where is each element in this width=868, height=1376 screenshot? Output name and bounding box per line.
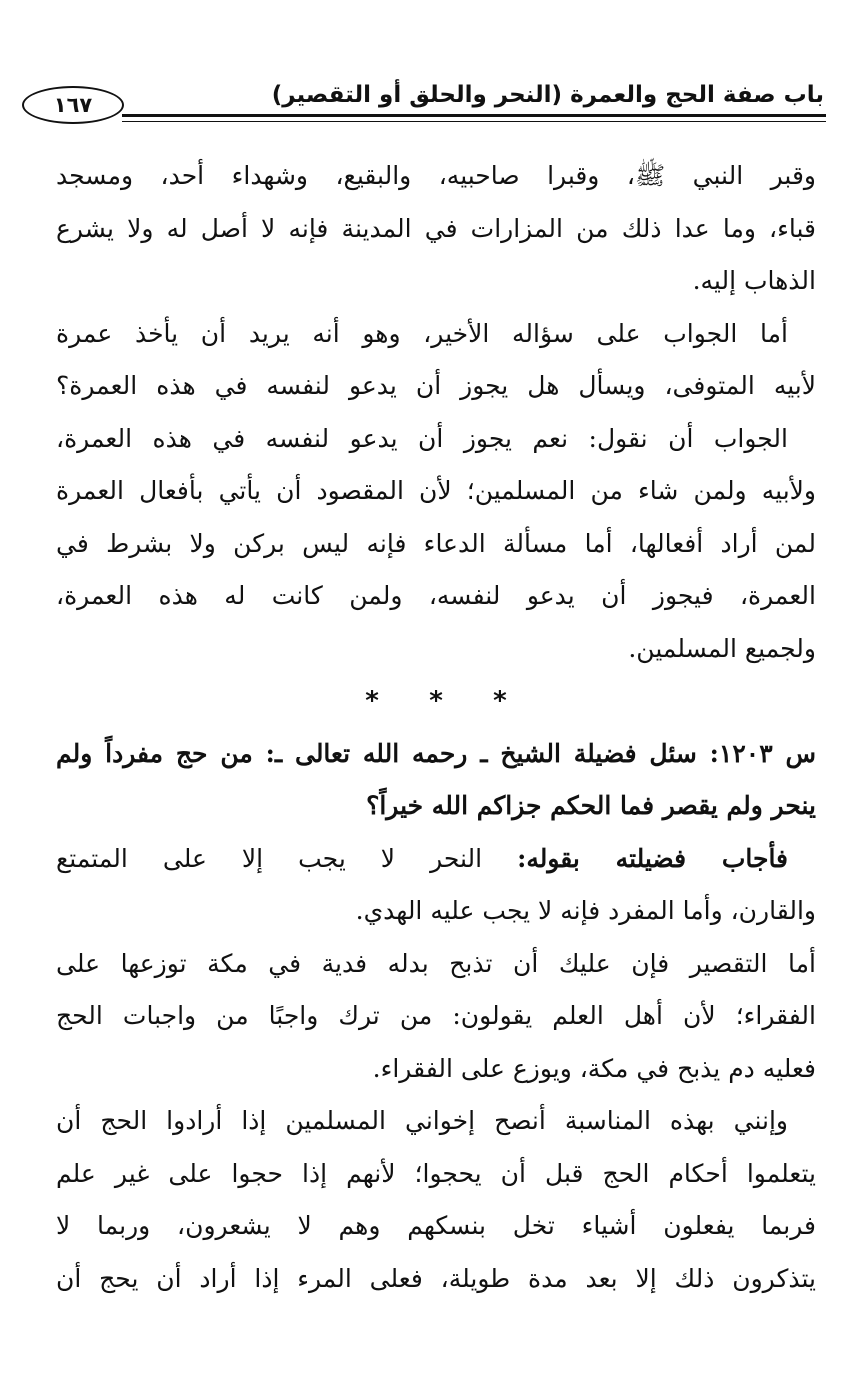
question-line: س ١٢٠٣: سئل فضيلة الشيخ ـ رحمه الله تعالى ـ: من حج مفرداً ولم [56, 738, 816, 768]
text-line: يتذكرون ذلك إلا بعد مدة طويلة، فعلى المرء إذا أراد أن يحج أن [56, 1263, 816, 1293]
text-line: لمن أراد أفعالها، أما مسألة الدعاء فإنه ليس بركن ولا بشرط في [56, 528, 816, 558]
page-number-oval [22, 86, 124, 124]
answer-text: النحر لا يجب إلا على المتمتع [56, 843, 518, 873]
text-line: العمرة، فيجوز أن يدعو لنفسه، ولمن كانت له هذه العمرة، [56, 581, 816, 610]
header-rule-thin [122, 121, 826, 122]
page-body [56, 150, 816, 1305]
text-line: الجواب أن نقول: نعم يجوز أن يدعو لنفسه في هذه العمرة، [56, 423, 788, 453]
text-line: لأبيه المتوفى، ويسأل هل يجوز أن يدعو لنفسه في هذه العمرة؟ [56, 371, 816, 400]
asterisk-separator: * [493, 686, 507, 716]
question-line: ينحر ولم يقصر فما الحكم جزاكم الله خيراً؟ [366, 791, 816, 820]
text-line: فعليه دم يذبح في مكة، ويوزع على الفقراء. [372, 1053, 816, 1083]
header-rule-thick [122, 114, 826, 117]
text-line: فربما يفعلون أشياء تخل بنسكهم وهم لا يشعرون، وربما لا [56, 1211, 816, 1240]
text-line: أما الجواب على سؤاله الأخير، وهو أنه يريد أن يأخذ عمرة [56, 318, 788, 348]
asterisk-separator: * [429, 686, 443, 716]
text-line: الفقراء؛ لأن أهل العلم يقولون: من ترك واجبًا من واجبات الحج [56, 1001, 816, 1030]
answer-line [56, 833, 816, 886]
text-line: ولأبيه ولمن شاء من المسلمين؛ لأن المقصود أن يأتي بأفعال العمرة [56, 476, 816, 505]
text-line: قباء، وما عدا ذلك من المزارات في المدينة فإنه لا أصل له ولا يشرع [56, 213, 816, 243]
chapter-title: باب صفة الحج والعمرة (النحر والحلق أو التقصير) [271, 82, 824, 108]
answer-line: والقارن، وأما المفرد فإنه لا يجب عليه الهدي. [355, 896, 816, 925]
text-line: يتعلموا أحكام الحج قبل أن يحجوا؛ لأنهم إذا حجوا على غير علم [56, 1158, 816, 1188]
page-header [18, 76, 826, 136]
text-line: وإنني بهذه المناسبة أنصح إخواني المسلمين إذا أرادوا الحج أن [56, 1106, 788, 1135]
page-number: ١٦٧ [53, 92, 93, 117]
answer-intro: فأجاب فضيلته بقوله: [517, 843, 789, 873]
asterisk-separator: * [365, 686, 379, 716]
text-line: الذهاب إليه. [692, 266, 816, 295]
text-line: أما التقصير فإن عليك أن تذبح بدله فدية في مكة توزعها على [56, 948, 816, 978]
text-line: ولجميع المسلمين. [628, 633, 816, 663]
section-separator [56, 675, 816, 728]
text-line: وقبر النبي ﷺ، وقبرا صاحبيه، والبقيع، وشهداء أحد، ومسجد [56, 161, 816, 190]
